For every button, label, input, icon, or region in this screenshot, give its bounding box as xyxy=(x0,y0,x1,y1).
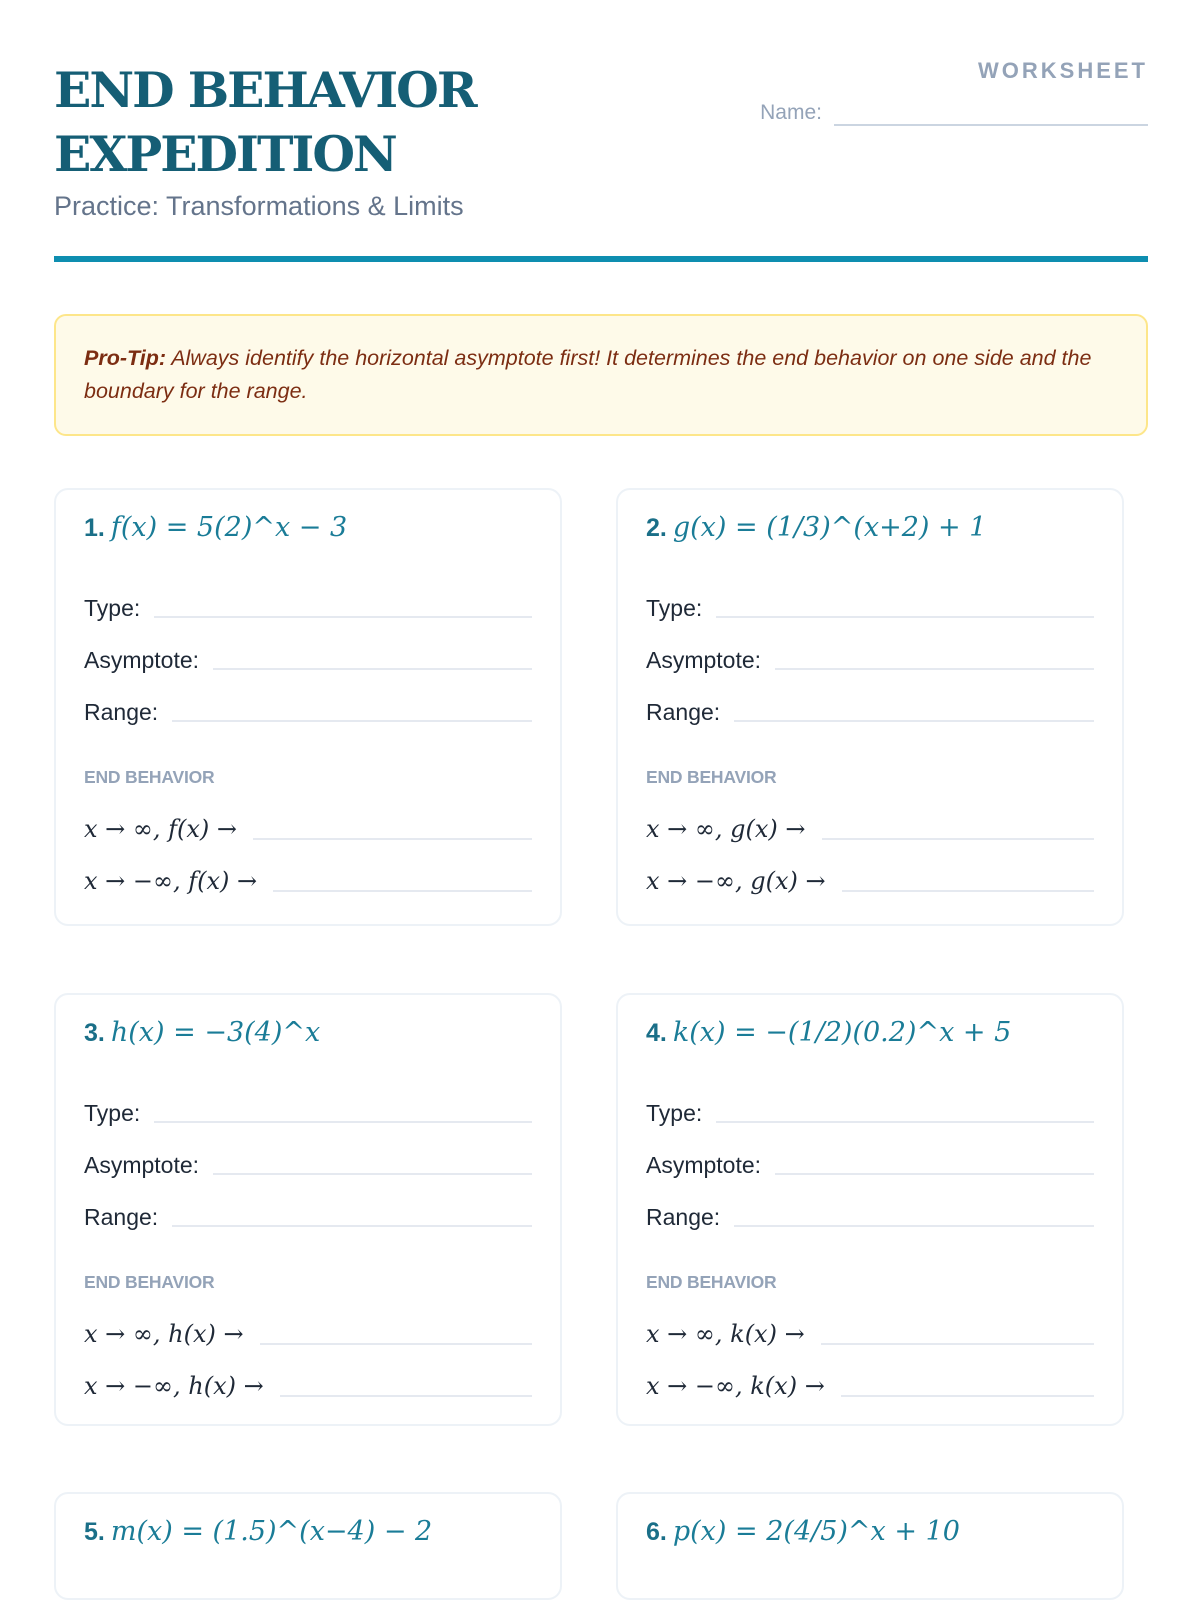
range-field[interactable] xyxy=(84,1179,532,1231)
answer-line[interactable] xyxy=(172,720,532,722)
end-behavior-neg-expr: x → −∞, h(x) → xyxy=(84,1372,264,1400)
answer-line[interactable] xyxy=(213,1173,532,1175)
end-behavior-pos-expr: x → ∞, g(x) → xyxy=(646,815,806,843)
problem-number: 1. xyxy=(84,514,105,542)
asymptote-field[interactable] xyxy=(84,622,532,674)
answer-line[interactable] xyxy=(734,720,1094,722)
problem-equation: m(x) = (1.5)^(x−4) − 2 xyxy=(110,1516,433,1547)
name-input-line[interactable] xyxy=(834,124,1148,126)
end-behavior-heading: END BEHAVIOR xyxy=(84,767,215,787)
answer-line[interactable] xyxy=(842,890,1094,892)
end-behavior-neg-row[interactable] xyxy=(646,844,1094,896)
end-behavior-heading: END BEHAVIOR xyxy=(646,767,777,787)
asymptote-field[interactable] xyxy=(646,1127,1094,1179)
header-meta xyxy=(708,58,1148,126)
problem-heading xyxy=(84,1017,532,1069)
answer-line[interactable] xyxy=(280,1395,532,1397)
answer-line[interactable] xyxy=(154,1121,532,1123)
problem-number: 6. xyxy=(646,1518,667,1546)
answer-line[interactable] xyxy=(253,838,532,840)
problem-number: 4. xyxy=(646,1019,667,1047)
type-field[interactable] xyxy=(84,570,532,622)
type-label: Type: xyxy=(84,595,141,621)
problem-equation: h(x) = −3(4)^x xyxy=(110,1017,321,1048)
problem-heading xyxy=(84,1516,532,1568)
end-behavior-pos-row[interactable] xyxy=(84,1297,532,1349)
range-field[interactable] xyxy=(84,674,532,726)
title-line-1: END BEHAVIOR xyxy=(54,61,476,119)
problem-equation: k(x) = −(1/2)(0.2)^x + 5 xyxy=(672,1017,1012,1048)
answer-line[interactable] xyxy=(775,668,1094,670)
answer-line[interactable] xyxy=(775,1173,1094,1175)
problem-heading xyxy=(646,512,1094,564)
name-label: Name: xyxy=(760,101,822,124)
problem-card-4 xyxy=(616,993,1124,1426)
answer-line[interactable] xyxy=(154,616,532,618)
header-divider xyxy=(54,256,1148,262)
problem-number: 5. xyxy=(84,1518,105,1546)
end-behavior-neg-row[interactable] xyxy=(84,844,532,896)
page-subtitle: Practice: Transformations & Limits xyxy=(54,191,464,221)
answer-line[interactable] xyxy=(841,1395,1094,1397)
pro-tip-box xyxy=(54,314,1148,436)
end-behavior-pos-row[interactable] xyxy=(84,792,532,844)
answer-line[interactable] xyxy=(716,1121,1094,1123)
end-behavior-pos-row[interactable] xyxy=(646,1297,1094,1349)
range-field[interactable] xyxy=(646,1179,1094,1231)
problem-card-3 xyxy=(54,993,562,1426)
end-behavior-pos-row[interactable] xyxy=(646,792,1094,844)
end-behavior-pos-expr: x → ∞, k(x) → xyxy=(646,1320,805,1348)
answer-line[interactable] xyxy=(716,616,1094,618)
end-behavior-heading: END BEHAVIOR xyxy=(646,1272,777,1292)
range-label: Range: xyxy=(84,699,159,725)
asymptote-label: Asymptote: xyxy=(84,1152,200,1178)
asymptote-field[interactable] xyxy=(646,622,1094,674)
worksheet-header xyxy=(54,58,1148,248)
problem-card-1 xyxy=(54,488,562,926)
answer-line[interactable] xyxy=(822,838,1094,840)
page-title xyxy=(54,58,654,186)
problem-heading xyxy=(646,1516,1094,1568)
range-label: Range: xyxy=(646,699,721,725)
problem-equation: g(x) = (1/3)^(x+2) + 1 xyxy=(672,512,987,543)
end-behavior-neg-expr: x → −∞, k(x) → xyxy=(646,1372,825,1400)
name-field[interactable] xyxy=(708,100,1148,126)
pro-tip-text: Always identify the horizontal asymptote first! It determines the end behavior on one side and the boundary for the range. xyxy=(84,346,1092,403)
problem-equation: f(x) = 5(2)^x − 3 xyxy=(110,512,348,543)
range-label: Range: xyxy=(646,1204,721,1230)
end-behavior-neg-row[interactable] xyxy=(646,1349,1094,1401)
problem-number: 3. xyxy=(84,1019,105,1047)
end-behavior-neg-expr: x → −∞, g(x) → xyxy=(646,867,826,895)
asymptote-label: Asymptote: xyxy=(646,647,762,673)
end-behavior-heading: END BEHAVIOR xyxy=(84,1272,215,1292)
asymptote-label: Asymptote: xyxy=(646,1152,762,1178)
problem-card-5 xyxy=(54,1492,562,1600)
answer-line[interactable] xyxy=(213,668,532,670)
answer-line[interactable] xyxy=(821,1343,1094,1345)
answer-line[interactable] xyxy=(273,890,532,892)
type-field[interactable] xyxy=(646,1075,1094,1127)
doc-type-label: WORKSHEET xyxy=(978,58,1148,83)
answer-line[interactable] xyxy=(172,1225,532,1227)
end-behavior-neg-row[interactable] xyxy=(84,1349,532,1401)
problem-card-6 xyxy=(616,1492,1124,1600)
type-label: Type: xyxy=(646,1100,703,1126)
end-behavior-neg-expr: x → −∞, f(x) → xyxy=(84,867,258,895)
title-line-2: EXPEDITION xyxy=(54,125,396,183)
answer-line[interactable] xyxy=(734,1225,1094,1227)
type-label: Type: xyxy=(84,1100,141,1126)
asymptote-label: Asymptote: xyxy=(84,647,200,673)
type-field[interactable] xyxy=(84,1075,532,1127)
problem-card-2 xyxy=(616,488,1124,926)
problem-number: 2. xyxy=(646,514,667,542)
end-behavior-pos-expr: x → ∞, h(x) → xyxy=(84,1320,244,1348)
answer-line[interactable] xyxy=(260,1343,532,1345)
problem-heading xyxy=(84,512,532,564)
problem-equation: p(x) = 2(4/5)^x + 10 xyxy=(672,1516,960,1547)
asymptote-field[interactable] xyxy=(84,1127,532,1179)
type-field[interactable] xyxy=(646,570,1094,622)
range-field[interactable] xyxy=(646,674,1094,726)
type-label: Type: xyxy=(646,595,703,621)
pro-tip-label: Pro-Tip: xyxy=(84,346,167,370)
problem-heading xyxy=(646,1017,1094,1069)
range-label: Range: xyxy=(84,1204,159,1230)
end-behavior-pos-expr: x → ∞, f(x) → xyxy=(84,815,238,843)
